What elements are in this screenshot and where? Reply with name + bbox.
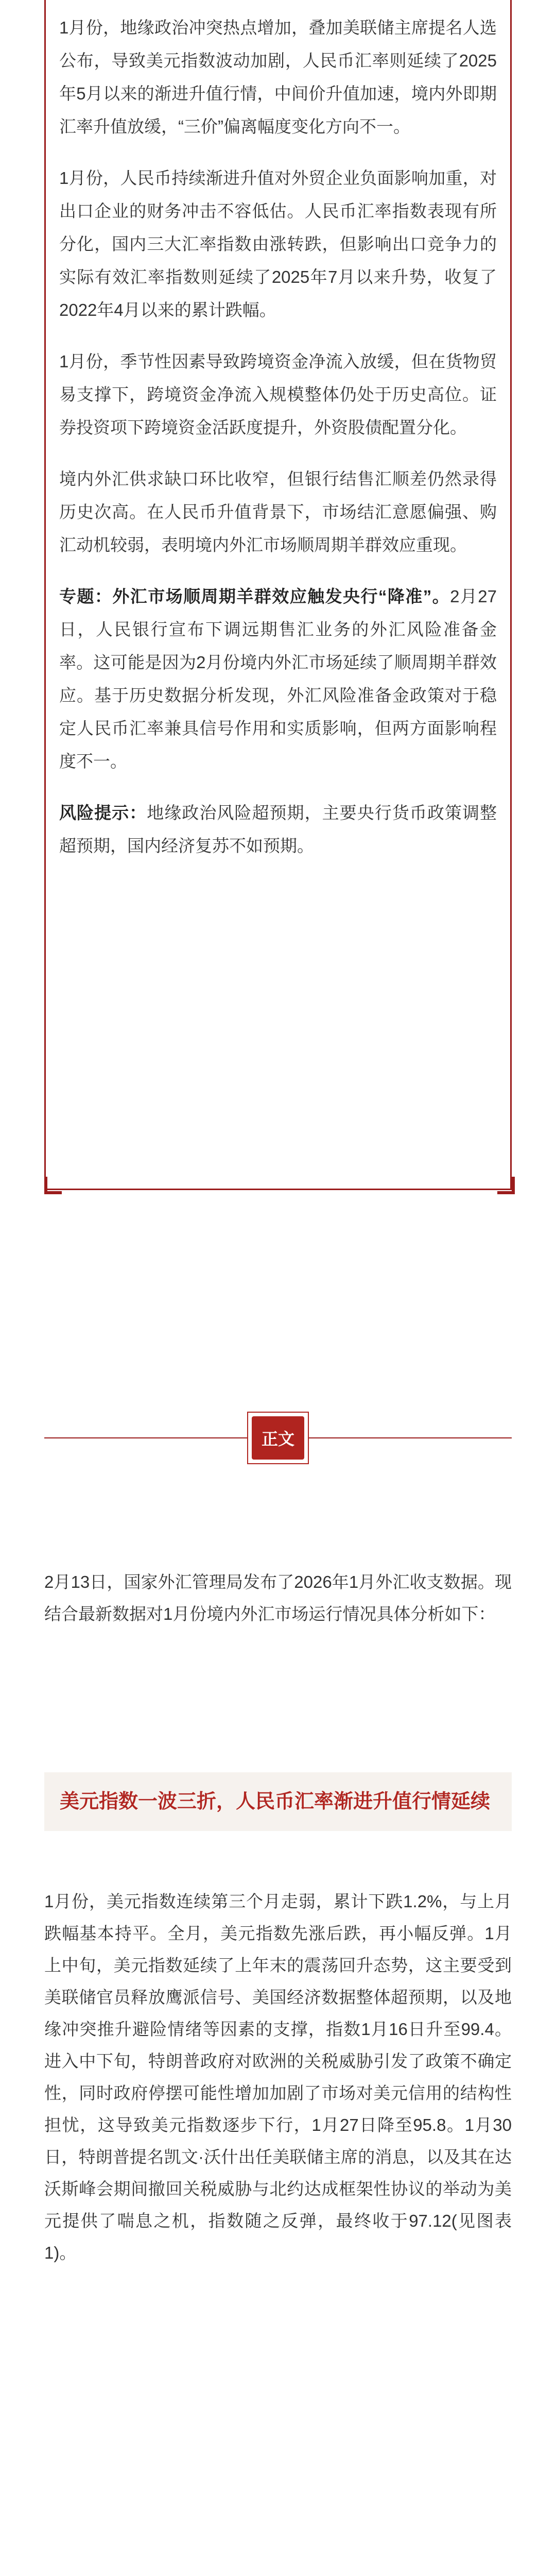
summary-corner-bottom-left [44,1177,62,1194]
summary-lead-5: 专题：外汇市场顺周期羊群效应触发央行“降准”。 [59,587,450,606]
summary-text-2: 1月份，人民币持续渐进升值对外贸企业负面影响加重，对出口企业的财务冲击不容低估。人民币汇率指数表现有所分化，国内三大汇率指数由涨转跌，但影响出口竞争力的实际有效汇率指数则延续了2025年7月以来升势，收复了2022年4月以来的累计跌幅。 [59,168,497,319]
section-tag-main-text: 正文 [252,1416,304,1460]
summary-paragraph-4 [59,463,497,562]
summary-box [44,0,512,1190]
summary-paragraph-3 [59,345,497,444]
summary-paragraph-1 [59,11,497,143]
intro-paragraph: 2月13日，国家外汇管理局发布了2026年1月外汇收支数据。现结合最新数据对1月份境内外汇市场运行情况具体分析如下： [44,1572,512,1623]
summary-text-1: 1月份，地缘政治冲突热点增加，叠加美联储主席提名人选公布，导致美元指数波动加剧，人民币汇率则延续了2025年5月以来的渐进升值行情，中间价升值加速，境内外即期汇率升值放缓，“三价”偏离幅度变化方向不一。 [59,18,497,136]
summary-text-6: 地缘政治风险超预期，主要央行货币政策调整超预期，国内经济复苏不如预期。 [59,803,497,855]
divider-left [44,1437,247,1438]
section-heading: 美元指数一波三折，人民币汇率渐进升值行情延续 [44,1772,512,1831]
summary-text-5: 2月27日，人民银行宣布下调远期售汇业务的外汇风险准备金率。这可能是因为2月份境内外汇市场延续了顺周期羊群效应。基于历史数据分析发现，外汇风险准备金政策对于稳定人民币汇率兼具信号作用和实质影响，但两方面影响程度不一。 [59,587,497,771]
body-paragraph-1: 1月份，美元指数连续第三个月走弱，累计下跌1.2%，与上月跌幅基本持平。全月，美元指数先涨后跌，再小幅反弹。1月上中旬，美元指数延续了上年末的震荡回升态势，这主要受到美联储官员释放鹰派信号、美国经济数据整体超预期，以及地缘冲突推升避险情绪等因素的支撑，指数1月16日升至99.4。进入中下旬，特朗普政府对欧洲的关税威胁引发了政策不确定性，同时政府停摆可能性增加加剧了市场对美元信用的结构性担忧，这导致美元指数逐步下行，1月27日降至95.8。1月30日，特朗普提名凯文·沃什出任美联储主席的消息，以及其在达沃斯峰会期间撤回关税威胁与北约达成框架性协议的举动为美元提供了喘息之机，指数随之反弹，最终收于97.12(见图表1)。 [44,1892,512,2262]
divider-right [309,1437,512,1438]
summary-corner-bottom-right [497,1177,515,1194]
summary-inner [59,11,497,881]
summary-paragraph-2 [59,162,497,327]
summary-text-3: 1月份，季节性因素导致跨境资金净流入放缓，但在货物贸易支撑下，跨境资金净流入规模整体仍处于历史高位。证券投资项下跨境资金活跃度提升，外资股债配置分化。 [59,352,497,437]
summary-paragraph-5 [59,580,497,778]
summary-paragraph-6 [59,796,497,862]
summary-text-4: 境内外汇供求缺口环比收窄，但银行结售汇顺差仍然录得历史次高。在人民币升值背景下，市场结汇意愿偏强、购汇动机较弱，表明境内外汇市场顺周期羊群效应重现。 [59,469,497,554]
summary-lead-6: 风险提示： [59,803,147,822]
